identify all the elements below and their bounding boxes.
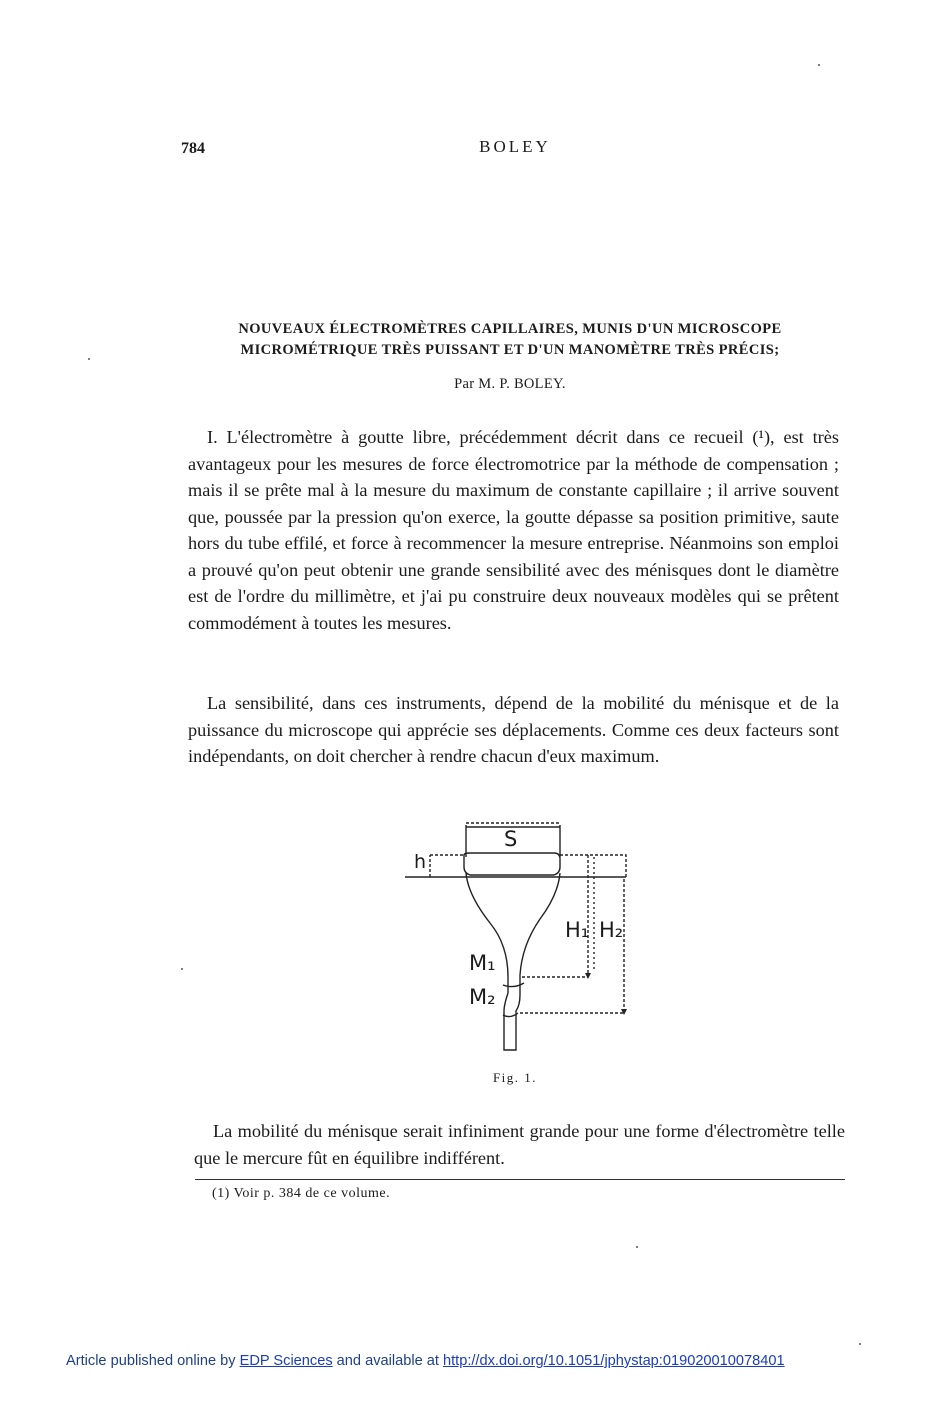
paragraph-2-text: La sensibilité, dans ces instruments, dépend de la mobilité du ménisque et de la puissance du microscope qui apprécie ses déplacements. Comme ces deux facteurs sont indépendants, on doit chercher à rendre chacun d'eux maximum. xyxy=(188,693,839,766)
scan-speck xyxy=(88,358,90,360)
label-s: S xyxy=(504,827,518,851)
page-number: 784 xyxy=(181,140,205,157)
arrow-h2 xyxy=(621,1009,627,1015)
doi-link[interactable]: http://dx.doi.org/10.1051/jphystap:019020010078401 xyxy=(442,1353,785,1369)
paragraph-1 xyxy=(188,424,839,636)
figure-caption: Fig. 1. xyxy=(492,1070,538,1085)
label-h2: H₂ xyxy=(599,918,624,942)
scan-speck xyxy=(818,64,820,66)
footnote-rule xyxy=(195,1179,845,1180)
footnote: (1) Voir p. 384 de ce volume. xyxy=(212,1186,391,1201)
publisher-link[interactable]: EDP Sciences xyxy=(239,1353,333,1369)
paragraph-1-text: I. L'électromètre à goutte libre, précédemment décrit dans ce recueil (¹), est très avantageux pour les mesures de force électromotrice par la méthode de compensation ; mais il se prête mal à la mesure du maximum de constante capillaire ; il arrive souvent que, poussée par la pression qu'on exerce, la goutte dépasse sa position primitive, saute hors du tube effilé, et force à recommencer la mesure entreprise. Néanmoins son emploi a prouvé qu'on peut obtenir une grande sensibilité avec des ménisques dont le diamètre est de l'ordre du millimètre, et j'ai pu construire deux nouveaux modèles qui se prêtent commodément à toutes les mesures. xyxy=(188,427,839,633)
label-h1: H₁ xyxy=(565,918,590,942)
publisher-banner xyxy=(66,1353,785,1369)
banner-middle: and available at xyxy=(332,1353,443,1369)
label-h: h xyxy=(414,851,427,873)
banner-prefix: Article published online by xyxy=(66,1353,240,1369)
title-line-1: NOUVEAUX ÉLECTROMÈTRES CAPILLAIRES, MUNIS D'UN MICROSCOPE xyxy=(238,321,782,337)
scan-speck xyxy=(636,1246,638,1248)
article-title xyxy=(180,319,840,361)
paragraph-2 xyxy=(188,690,839,770)
title-line-2: MICROMÉTRIQUE TRÈS PUISSANT ET D'UN MANOMÈTRE TRÈS PRÉCIS; xyxy=(240,342,780,358)
byline: Par M. P. BOLEY. xyxy=(454,376,566,392)
label-m2: M₂ xyxy=(469,985,496,1009)
figure-1 xyxy=(400,815,640,1060)
paragraph-3 xyxy=(194,1118,845,1171)
scan-speck xyxy=(859,1343,861,1345)
scan-speck xyxy=(181,968,183,970)
paragraph-3-text: La mobilité du ménisque serait infiniment grande pour une forme d'électromètre telle que le mercure fût en équilibre indifférent. xyxy=(194,1121,845,1168)
label-m1: M₁ xyxy=(469,951,496,975)
running-head: BOLEY xyxy=(479,137,551,156)
arrow-h1 xyxy=(585,973,591,979)
